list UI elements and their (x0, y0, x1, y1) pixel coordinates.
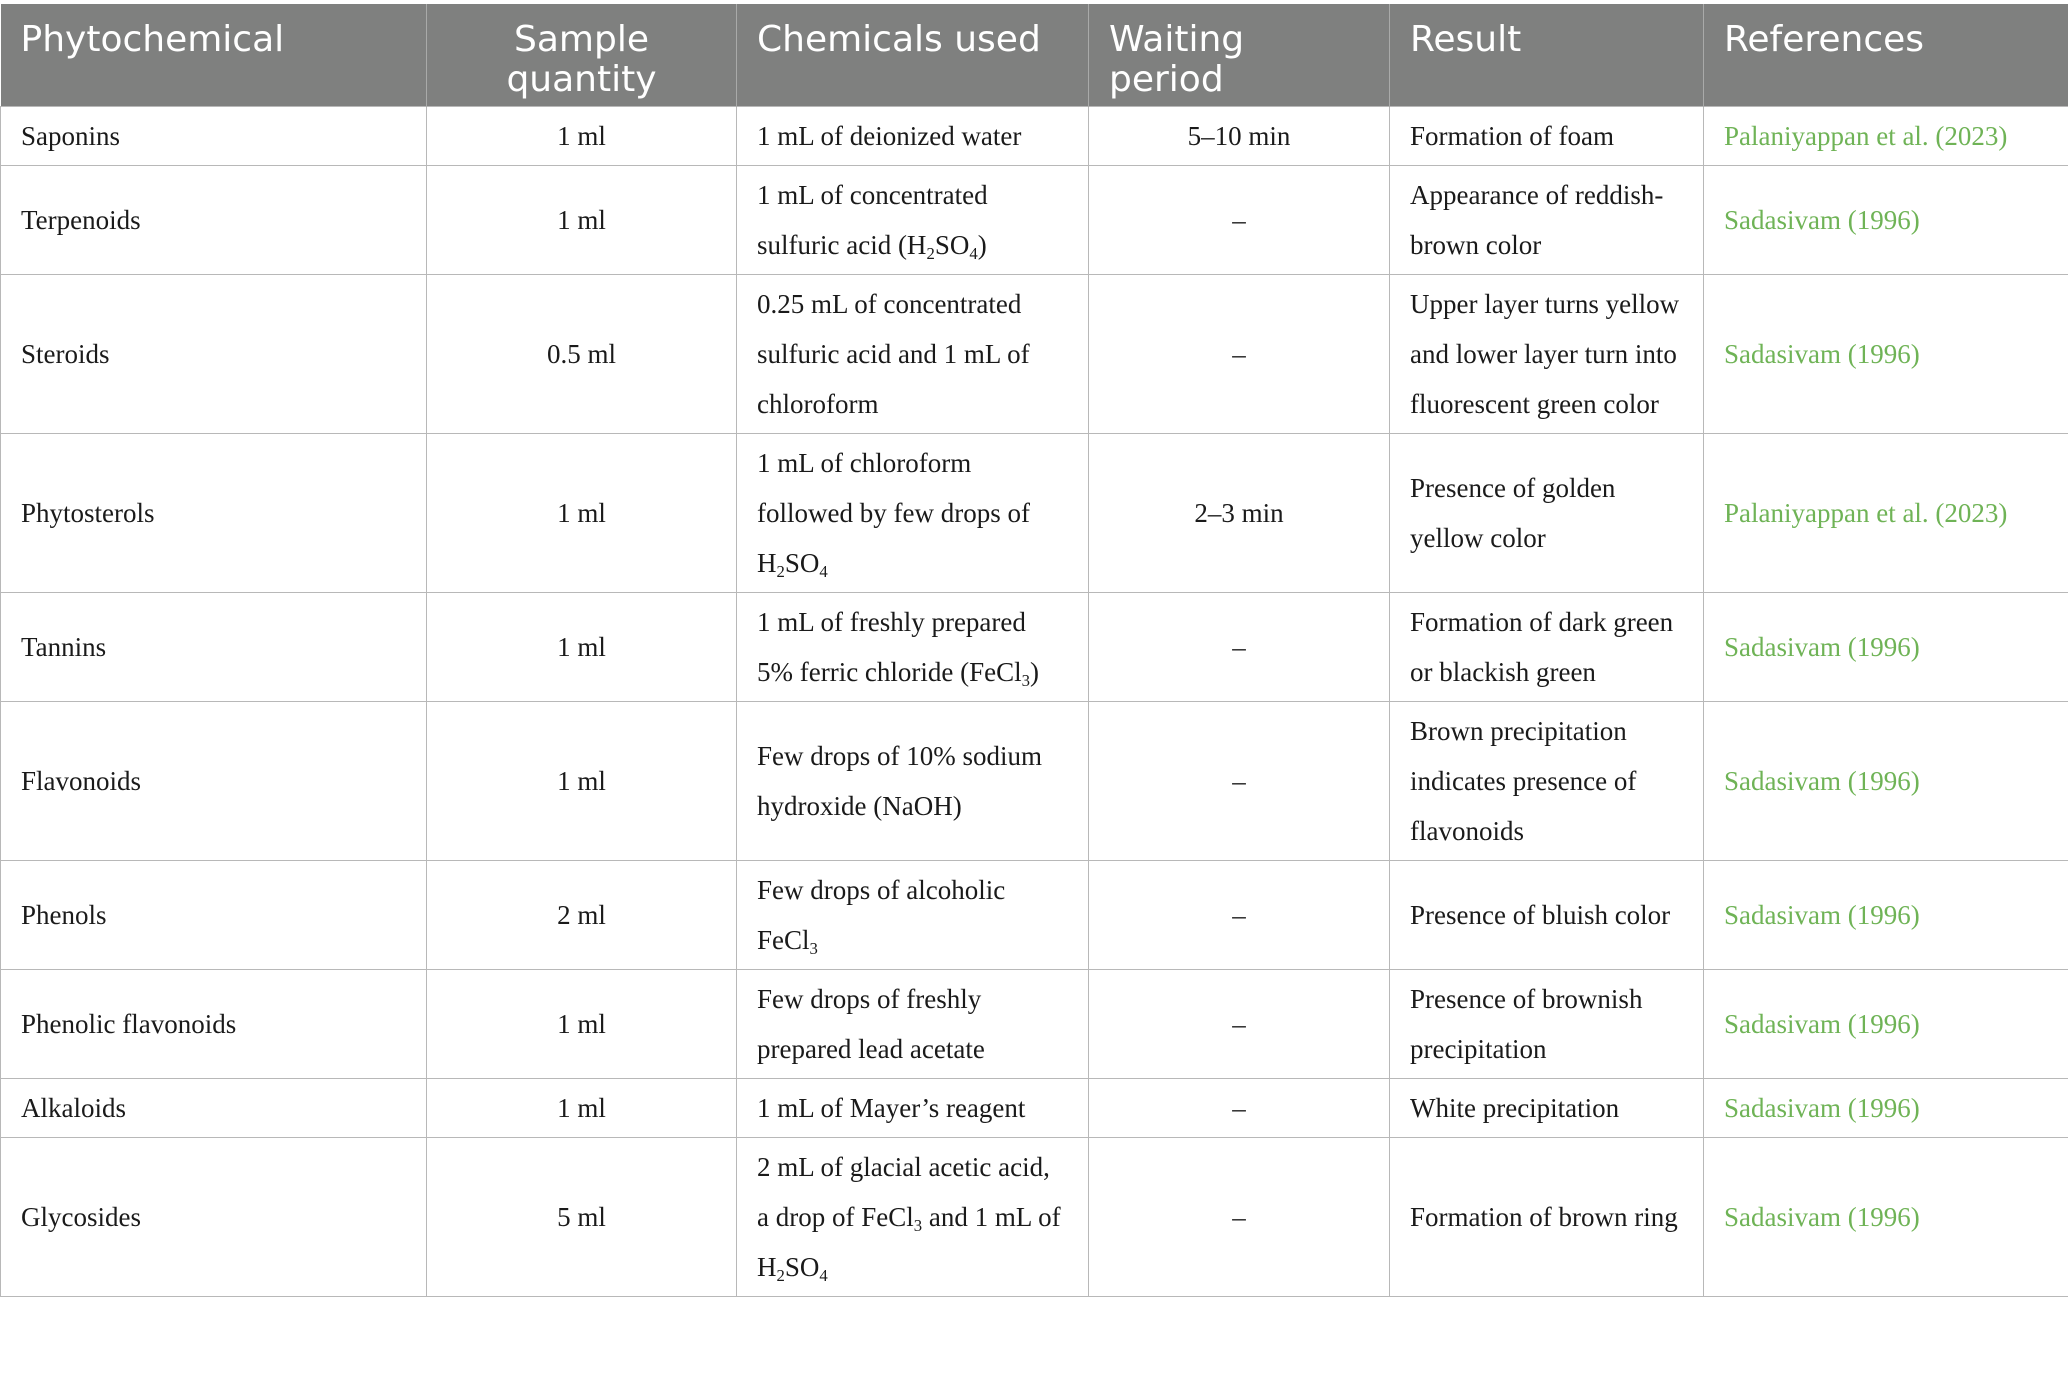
cell-chemicals-used: 1 mL of Mayer’s reagent (737, 1079, 1089, 1138)
table-row (1, 107, 2068, 166)
cell-sample-quantity: 1 ml (427, 166, 737, 275)
cell-result: Presence of bluish color (1390, 861, 1704, 970)
table-row (1, 1138, 2068, 1297)
chemical-text: Few drops of alcoholic FeCl (757, 875, 1006, 955)
cell-result: Appearance of reddish-brown color (1390, 166, 1704, 275)
reference-link[interactable]: Sadasivam (1996) (1704, 593, 2068, 702)
cell-chemicals-used: Few drops of 10% sodium hydroxide (NaOH) (737, 702, 1089, 861)
chemical-text: SO (784, 1252, 820, 1282)
cell-waiting-period: 5–10 min (1089, 107, 1390, 166)
table-row (1, 970, 2068, 1079)
chemical-text: ) (1030, 657, 1040, 687)
cell-waiting-period: – (1089, 861, 1390, 970)
formula-subscript: 4 (819, 1266, 828, 1286)
cell-phytochemical: Terpenoids (1, 166, 427, 275)
reference-link[interactable]: Palaniyappan et al. (2023) (1704, 107, 2068, 166)
cell-waiting-period: – (1089, 1138, 1390, 1297)
cell-chemicals-used: Few drops of freshly prepared lead acetate (737, 970, 1089, 1079)
cell-result: White precipitation (1390, 1079, 1704, 1138)
reference-link[interactable]: Sadasivam (1996) (1704, 861, 2068, 970)
cell-waiting-period: – (1089, 970, 1390, 1079)
reference-link[interactable]: Sadasivam (1996) (1704, 166, 2068, 275)
table-row (1, 593, 2068, 702)
table-header-row (1, 4, 2068, 107)
cell-phytochemical: Phytosterols (1, 434, 427, 593)
formula-subscript: 3 (809, 939, 818, 959)
cell-result: Formation of brown ring (1390, 1138, 1704, 1297)
cell-waiting-period: – (1089, 1079, 1390, 1138)
cell-waiting-period: – (1089, 702, 1390, 861)
chemical-text: and 1 mL of H (757, 1202, 1061, 1282)
cell-result: Presence of brownish precipitation (1390, 970, 1704, 1079)
chemical-text: SO (784, 548, 820, 578)
cell-chemicals-used: 0.25 mL of concentrated sulfuric acid and 1 mL of chloroform (737, 275, 1089, 434)
table-row (1, 702, 2068, 861)
table-row (1, 1079, 2068, 1138)
cell-result: Presence of golden yellow color (1390, 434, 1704, 593)
formula-subscript: 2 (776, 1266, 785, 1286)
reference-link[interactable]: Sadasivam (1996) (1704, 1079, 2068, 1138)
formula-subscript: 2 (776, 562, 785, 582)
cell-chemicals-used (737, 861, 1089, 970)
formula-subscript: 2 (926, 244, 935, 264)
cell-chemicals-used (737, 593, 1089, 702)
cell-sample-quantity: 5 ml (427, 1138, 737, 1297)
cell-result: Brown precipitation indicates presence of flavonoids (1390, 702, 1704, 861)
cell-chemicals-used (737, 166, 1089, 275)
header-phytochemical: Phytochemical (1, 4, 427, 107)
header-references: References (1704, 4, 2068, 107)
formula-subscript: 3 (1021, 671, 1031, 691)
reference-link[interactable]: Sadasivam (1996) (1704, 1138, 2068, 1297)
cell-phytochemical: Saponins (1, 107, 427, 166)
header-sample-quantity: Sample quantity (427, 4, 737, 107)
cell-waiting-period: 2–3 min (1089, 434, 1390, 593)
cell-chemicals-used (737, 1138, 1089, 1297)
cell-phytochemical: Phenolic flavonoids (1, 970, 427, 1079)
cell-sample-quantity: 1 ml (427, 702, 737, 861)
cell-phytochemical: Tannins (1, 593, 427, 702)
header-chemicals-used: Chemicals used (737, 4, 1089, 107)
cell-waiting-period: – (1089, 275, 1390, 434)
cell-sample-quantity: 1 ml (427, 1079, 737, 1138)
chemical-text: SO (934, 230, 970, 260)
reference-link[interactable]: Sadasivam (1996) (1704, 702, 2068, 861)
header-waiting-period: Waiting period (1089, 4, 1390, 107)
chemical-text: 1 mL of concentrated sulfuric acid (H (757, 180, 988, 260)
chemical-text: 2 mL of glacial acetic acid, a drop of FeCl (757, 1152, 1050, 1232)
cell-result: Upper layer turns yellow and lower layer turn into fluorescent green color (1390, 275, 1704, 434)
phytochemical-table (0, 4, 2068, 1297)
cell-phytochemical: Alkaloids (1, 1079, 427, 1138)
formula-subscript: 4 (819, 562, 828, 582)
reference-link[interactable]: Palaniyappan et al. (2023) (1704, 434, 2068, 593)
chemical-text: 1 mL of chloroform followed by few drops of H (757, 448, 1030, 578)
table-row (1, 275, 2068, 434)
cell-result: Formation of foam (1390, 107, 1704, 166)
cell-sample-quantity: 1 ml (427, 107, 737, 166)
cell-result: Formation of dark green or blackish green (1390, 593, 1704, 702)
formula-subscript: 4 (969, 244, 978, 264)
cell-sample-quantity: 1 ml (427, 434, 737, 593)
table-row (1, 861, 2068, 970)
cell-waiting-period: – (1089, 166, 1390, 275)
cell-waiting-period: – (1089, 593, 1390, 702)
cell-phytochemical: Phenols (1, 861, 427, 970)
cell-sample-quantity: 1 ml (427, 970, 737, 1079)
cell-chemicals-used: 1 mL of deionized water (737, 107, 1089, 166)
table-row (1, 434, 2068, 593)
reference-link[interactable]: Sadasivam (1996) (1704, 275, 2068, 434)
formula-subscript: 3 (913, 1216, 923, 1236)
cell-phytochemical: Flavonoids (1, 702, 427, 861)
table-row (1, 166, 2068, 275)
header-result: Result (1390, 4, 1704, 107)
cell-phytochemical: Steroids (1, 275, 427, 434)
cell-chemicals-used (737, 434, 1089, 593)
cell-sample-quantity: 0.5 ml (427, 275, 737, 434)
chemical-text: ) (977, 230, 987, 260)
reference-link[interactable]: Sadasivam (1996) (1704, 970, 2068, 1079)
cell-sample-quantity: 2 ml (427, 861, 737, 970)
chemical-text: 1 mL of freshly prepared 5% ferric chloride (FeCl (757, 607, 1026, 687)
cell-phytochemical: Glycosides (1, 1138, 427, 1297)
cell-sample-quantity: 1 ml (427, 593, 737, 702)
